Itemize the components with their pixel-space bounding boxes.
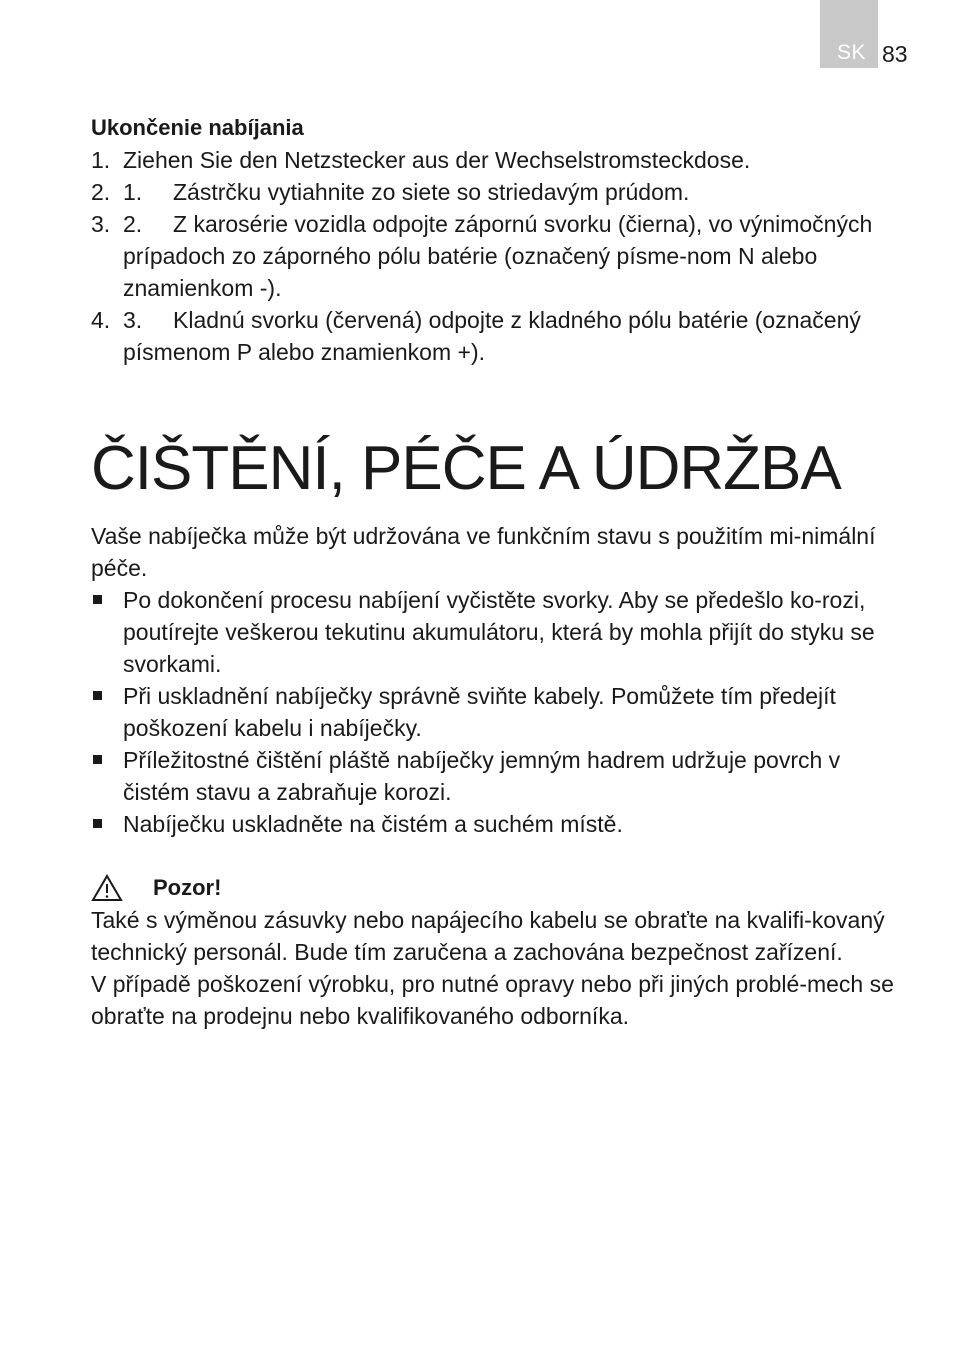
step-inner-number: 1. xyxy=(123,179,143,205)
page-number: 83 xyxy=(882,41,908,67)
step-text: Kladnú svorku (červená) odpojte z kladného pólu batérie (označený písmenom P alebo znamienkom +). xyxy=(123,307,861,365)
bullet-item xyxy=(91,808,911,840)
step-inner-number: 2. xyxy=(123,211,143,237)
step-number: 4. xyxy=(91,307,111,333)
bullet-text: Po dokončení procesu nabíjení vyčistěte svorky. Aby se předešlo ko-rozi, poutírejte veškerou tekutinu akumulátoru, která by mohla přijít do styku se svorkami. xyxy=(123,587,875,677)
intro-paragraph: Vaše nabíječka může být udržována ve funkčním stavu s použitím mi-nimální péče. xyxy=(91,523,876,581)
step-inner-number: 3. xyxy=(123,307,143,333)
step-number: 1. xyxy=(91,147,111,173)
step-item xyxy=(91,144,911,176)
warning-paragraph: V případě poškození výrobku, pro nutné opravy nebo při jiných problé-mech se obraťte na prodejnu nebo kvalifikovaného odborníka. xyxy=(91,971,894,1029)
step-number: 3. xyxy=(91,211,111,237)
steps-list xyxy=(91,144,911,368)
step-item xyxy=(91,208,911,304)
warning-heading xyxy=(91,872,911,904)
section-subheading: Ukončenie nabíjania xyxy=(91,115,304,140)
warning-triangle-icon xyxy=(91,874,123,902)
language-code: SK xyxy=(837,41,867,64)
bullet-square-icon xyxy=(93,595,102,604)
step-text: Z karosérie vozidla odpojte zápornú svorku (čierna), vo výnimočných prípadoch zo záporného pólu batérie (označený písme-nom N alebo znamienkom -). xyxy=(123,211,873,301)
step-item xyxy=(91,176,911,208)
section-title: ČIŠTĚNÍ, PÉČE A ÚDRŽBA xyxy=(91,434,841,503)
step-text: Zástrčku vytiahnite zo siete so striedavým prúdom. xyxy=(173,179,690,205)
step-number: 2. xyxy=(91,179,111,205)
bullet-text: Příležitostné čištění pláště nabíječky jemným hadrem udržuje povrch v čistém stavu a zabraňuje korozi. xyxy=(123,747,841,805)
bullet-square-icon xyxy=(93,819,102,828)
warning-paragraph: Také s výměnou zásuvky nebo napájecího kabelu se obraťte na kvalifi-kovaný technický personál. Bude tím zaručena a zachována bezpečnost zařízení. xyxy=(91,907,885,965)
page-content xyxy=(91,112,911,1032)
bullet-square-icon xyxy=(93,691,102,700)
step-item xyxy=(91,304,911,368)
step-text: Ziehen Sie den Netzstecker aus der Wechselstromsteckdose. xyxy=(123,147,751,173)
bullet-text: Nabíječku uskladněte na čistém a suchém místě. xyxy=(123,811,623,837)
language-tab xyxy=(820,0,878,68)
bullet-item xyxy=(91,680,911,744)
warning-label: Pozor! xyxy=(153,875,222,900)
bullet-square-icon xyxy=(93,755,102,764)
bullet-item xyxy=(91,584,911,680)
bullet-text: Při uskladnění nabíječky správně sviňte kabely. Pomůžete tím předejít poškození kabelu i nabíječky. xyxy=(123,683,836,741)
bullet-item xyxy=(91,744,911,808)
care-bullet-list xyxy=(91,584,911,840)
